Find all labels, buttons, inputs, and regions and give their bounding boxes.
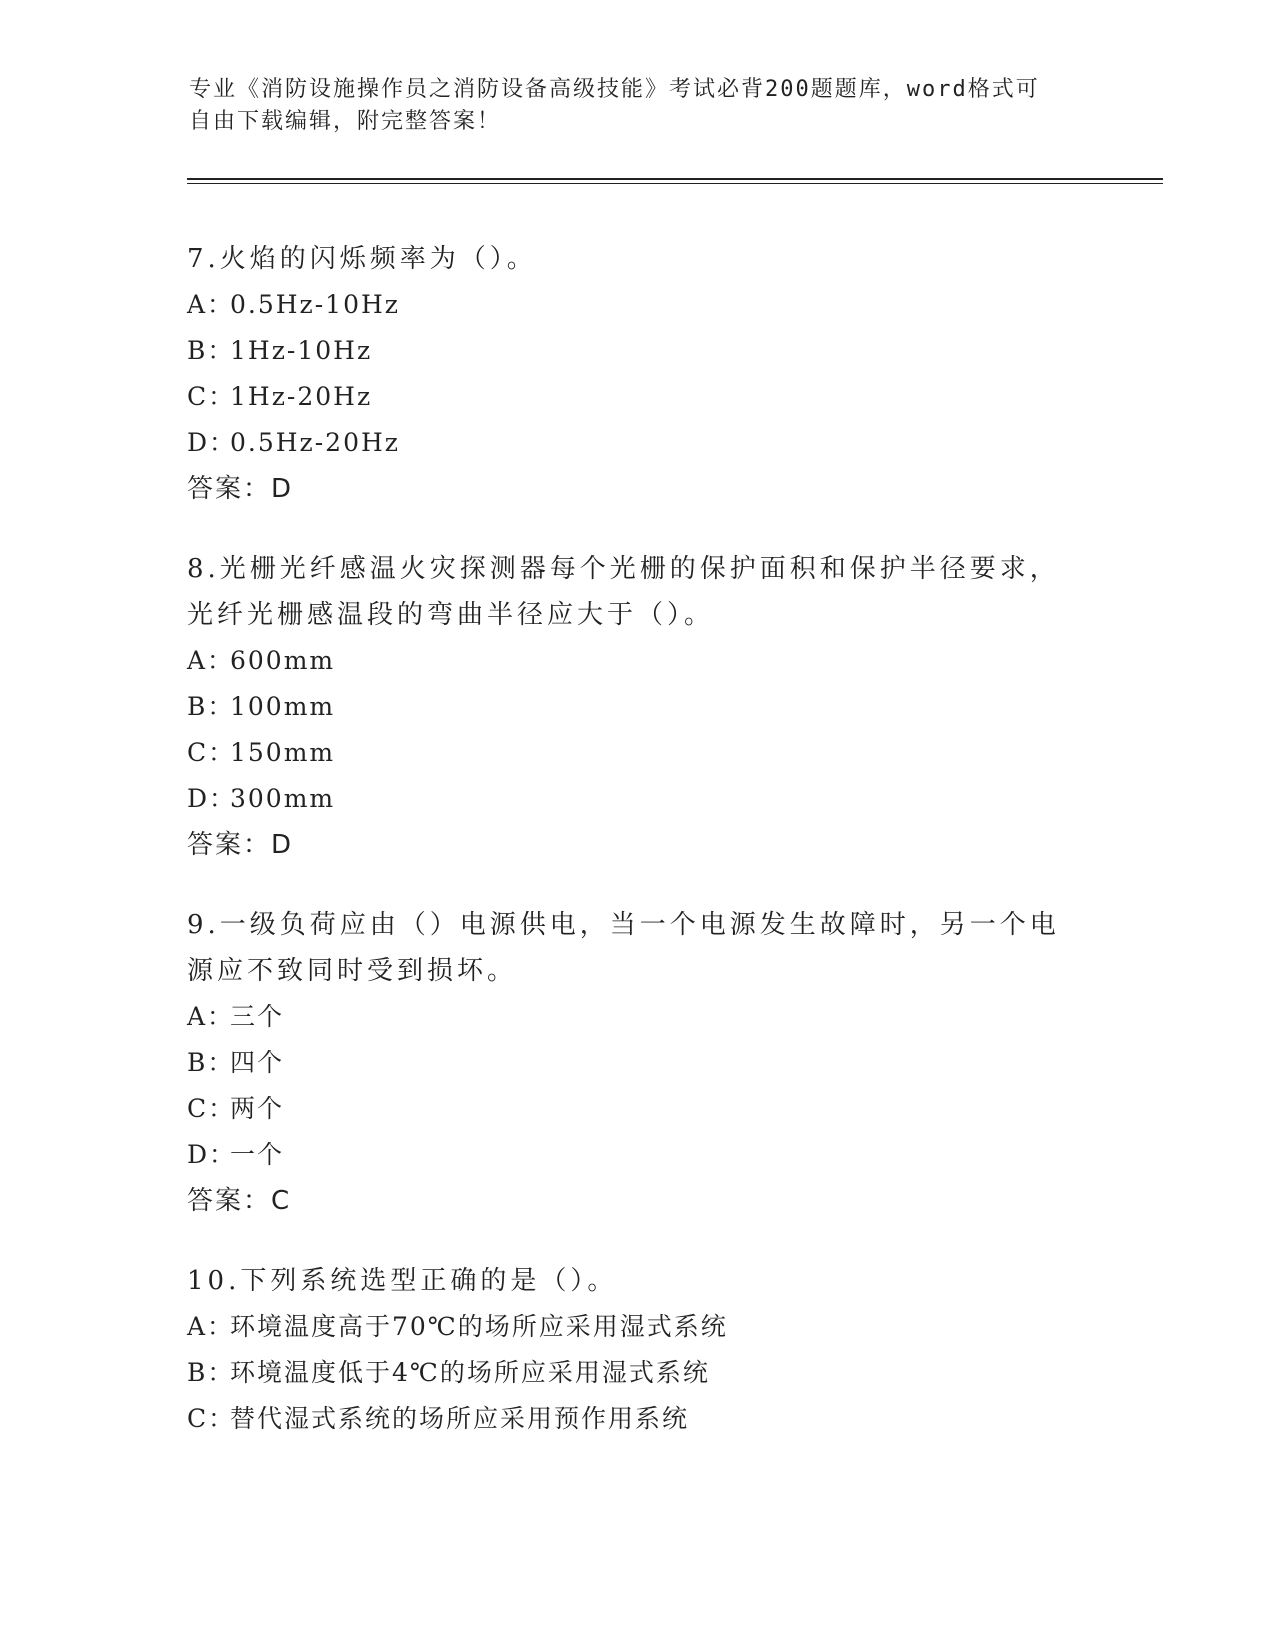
- header-line-1: 专业《消防设施操作员之消防设备高级技能》考试必背200题题库，word格式可: [189, 77, 1040, 102]
- option-text: 环境温度高于70℃的场所应采用湿式系统: [230, 1312, 728, 1341]
- header-divider-thick: [187, 178, 1163, 180]
- question-list: [187, 236, 1067, 1476]
- option-text: 0.5Hz-10Hz: [230, 290, 400, 319]
- option-d: [187, 420, 1067, 466]
- option-c: [187, 374, 1067, 420]
- question-stem: 10.下列系统选型正确的是（）。: [187, 1266, 618, 1296]
- option-key: D：: [187, 784, 237, 813]
- option-text: 1Hz-10Hz: [230, 336, 373, 365]
- option-a: [187, 638, 1067, 684]
- option-d: [187, 1132, 1067, 1178]
- option-text: 150mm: [230, 738, 336, 767]
- document-header: [189, 74, 1069, 138]
- question-stem: 8.光栅光纤感温火灾探测器每个光栅的保护面积和保护半径要求，光纤光栅感温段的弯曲半径应大于（）。: [187, 554, 1060, 630]
- question-stem: 7.火焰的闪烁频率为（）。: [187, 244, 537, 274]
- header-divider-thin: [187, 183, 1163, 184]
- option-b: [187, 684, 1067, 730]
- option-key: B：: [187, 1048, 235, 1077]
- option-b: [187, 328, 1067, 374]
- option-key: D：: [187, 428, 237, 457]
- question-stem: 9.一级负荷应由（）电源供电，当一个电源发生故障时，另一个电源应不致同时受到损坏。: [187, 910, 1060, 986]
- option-c: [187, 1396, 1067, 1442]
- option-text: 600mm: [230, 646, 336, 675]
- option-key: D：: [187, 1140, 237, 1169]
- question-7: [187, 236, 1067, 512]
- option-key: C：: [187, 382, 236, 411]
- option-key: C：: [187, 1094, 236, 1123]
- option-key: B：: [187, 336, 235, 365]
- option-text: 0.5Hz-20Hz: [230, 428, 400, 457]
- option-text: 三个: [230, 1002, 285, 1031]
- option-text: 1Hz-20Hz: [230, 382, 373, 411]
- option-key: A：: [187, 1312, 235, 1341]
- option-text: 环境温度低于4℃的场所应采用湿式系统: [230, 1358, 710, 1387]
- option-text: 四个: [230, 1048, 285, 1077]
- option-key: B：: [187, 692, 235, 721]
- option-a: [187, 282, 1067, 328]
- option-key: A：: [187, 1002, 235, 1031]
- answer-line: 答案：D: [187, 830, 294, 860]
- option-key: B：: [187, 1358, 235, 1387]
- option-text: 两个: [230, 1094, 285, 1123]
- option-text: 一个: [230, 1140, 285, 1169]
- option-a: [187, 1304, 1067, 1350]
- option-b: [187, 1040, 1067, 1086]
- option-c: [187, 730, 1067, 776]
- question-10: [187, 1258, 1067, 1442]
- option-a: [187, 994, 1067, 1040]
- question-9: [187, 902, 1067, 1224]
- option-key: A：: [187, 290, 235, 319]
- option-c: [187, 1086, 1067, 1132]
- option-d: [187, 776, 1067, 822]
- option-key: C：: [187, 738, 236, 767]
- option-text: 300mm: [230, 784, 336, 813]
- option-text: 100mm: [230, 692, 336, 721]
- option-text: 替代湿式系统的场所应采用预作用系统: [230, 1404, 690, 1433]
- option-key: C：: [187, 1404, 236, 1433]
- answer-line: 答案：D: [187, 474, 294, 504]
- option-b: [187, 1350, 1067, 1396]
- option-key: A：: [187, 646, 235, 675]
- answer-line: 答案：C: [187, 1186, 292, 1216]
- question-8: [187, 546, 1067, 868]
- header-line-2: 自由下载编辑，附完整答案！: [189, 109, 502, 134]
